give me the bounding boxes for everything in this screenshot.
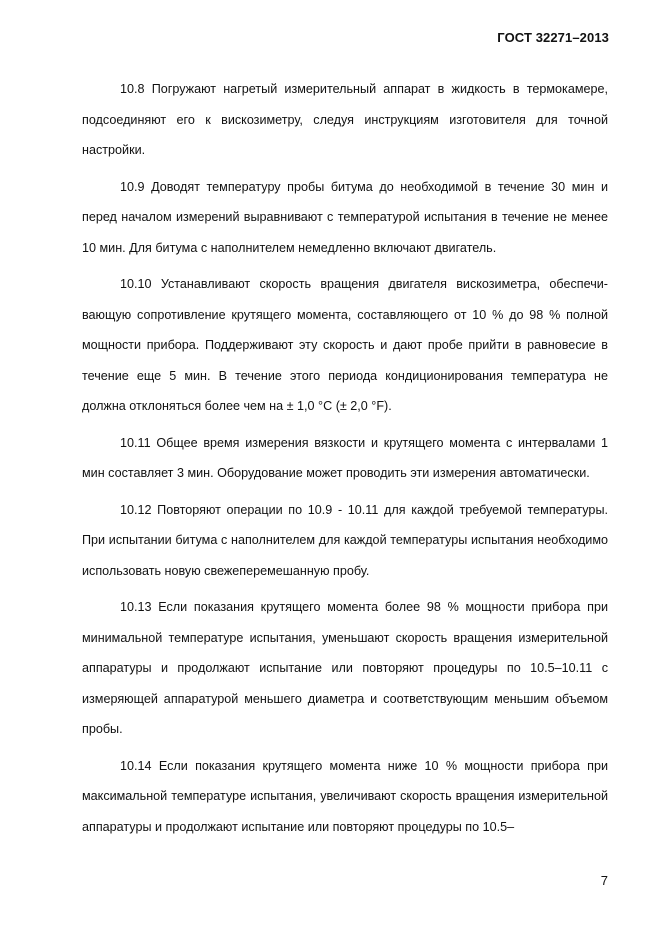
paragraph-10-12: 10.12 Повторяют операции по 10.9 - 10.11 для каждой требуемой температуры. При испытании битума с наполнителем для каждой температуры испытания необходимо использовать новую свежеперемешанную пробу. [82,502,608,578]
paragraph-10-10: 10.10 Устанавливают скорость вращения двигателя вискозиметра, обеспечивающую сопротивление крутящего момента, составляющего от 10 % до 98 % полной мощности прибора. Поддерживают эту скорость и дают пробе прийти в равновесие в течение еще 5 мин. В течение этого периода кондиционирования температура не должна отклоняться более чем на ± 1,0 °С (± 2,0 °F). [82,277,608,413]
paragraph-10-11: 10.11 Общее время измерения вязкости и крутящего момента с интервалами 1 мин составляет 3 мин. Оборудование может проводить эти измерения автоматически. [82,435,608,480]
paragraph-10-13: 10.13 Если показания крутящего момента более 98 % мощности прибора при минимальной температуре испытания, уменьшают скорость вращения измерительной аппаратуры и продолжают испытание или повторяют процедуры по 10.5–10.11 с измеряющей аппаратурой меньшего диаметра и соответствующим меньшим объемом пробы. [82,600,608,736]
paragraph-10-14: 10.14 Если показания крутящего момента ниже 10 % мощности прибора при максимальной температуре испытания, увеличивают скорость вращения измерительной аппаратуры и продолжают испытание или повторяют процедуры по 10.5– [82,758,608,834]
document-body [82,74,608,848]
page-number: 7 [600,873,608,888]
paragraph-10-8: 10.8 Погружают нагретый измерительный аппарат в жидкость в термокамере, подсоединяют его к вискозиметру, следуя инструкциям изготовителя для точной настройки. [82,82,608,157]
paragraph-10-9: 10.9 Доводят температуру пробы битума до необходимой в течение 30 мин и перед началом измерений выравнивают с температурой испытания в течение не менее 10 мин. Для битума с наполнителем немедленно включают двигатель. [82,179,608,255]
document-header: ГОСТ 32271–2013 [497,30,609,45]
